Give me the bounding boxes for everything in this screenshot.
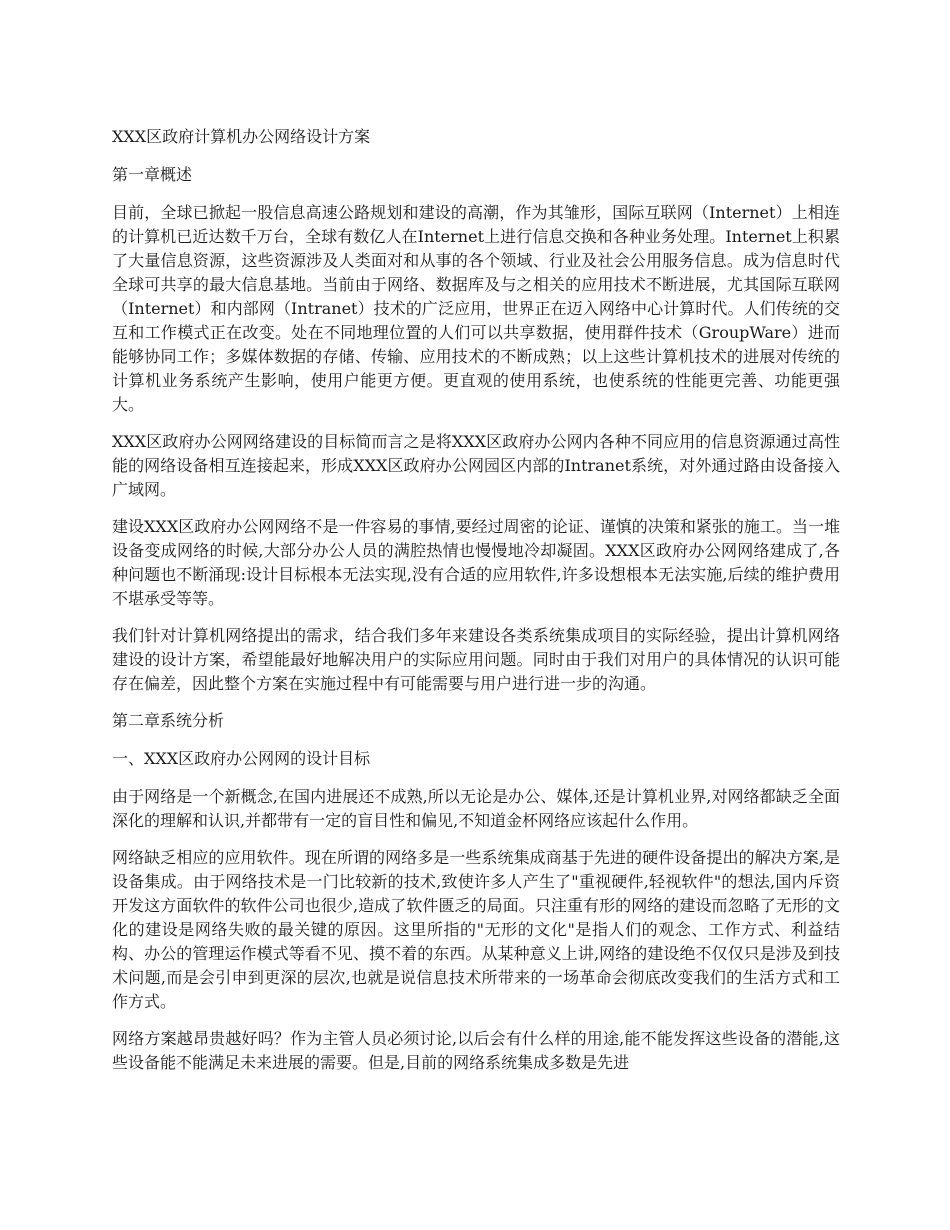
paragraph-3: 建设XXX区政府办公网网络不是一件容易的事情,要经过周密的论证、谨慎的决策和紧张的施工。当一堆设备变成网络的时候,大部分办公人员的满腔热情也慢慢地冷却凝固。XXX区政府办公网网络建成了,各种问题也不断涌现:设计目标根本无法实现,没有合适的应用软件,许多设想根本无法实施,后续的维护费用不堪承受等等。 — [112, 517, 840, 608]
paragraph-1: 目前，全球已掀起一股信息高速公路规划和建设的高潮，作为其雏形，国际互联网（Internet）上相连的计算机已近达数千万台，全球有数亿人在Internet上进行信息交换和各种业务处理。Internet上积累了大量信息资源，这些资源涉及人类面对和从事的各个领域、行业及社会公用服务信息。成为信息时代全球可共享的最大信息基地。当前由于网络、数据库及与之相关的应用技术不断进展，尤其国际互联网（Internet）和内部网（Intranet）技术的广泛应用，世界正在迈入网络中心计算时代。人们传统的交互和工作模式正在改变。处在不同地理位置的人们可以共享数据，使用群件技术（GroupWare）进而能够协同工作；多媒体数据的存储、传输、应用技术的不断成熟；以上这些计算机技术的进展对传统的计算机业务系统产生影响，使用户能更方便。更直观的使用系统，也使系统的性能更完善、功能更强大。 — [112, 203, 840, 414]
paragraph-6: 网络缺乏相应的应用软件。现在所谓的网络多是一些系统集成商基于先进的硬件设备提出的解决方案,是设备集成。由于网络技术是一门比较新的技术,致使许多人产生了"重视硬件,轻视软件"的想法,国内斥资开发这方面软件的软件公司也很少,造成了软件匮乏的局面。只注重有形的网络的建设而忽略了无形的文化的建设是网络失败的最关键的原因。这里所指的"无形的文化"是指人们的观念、工作方式、利益结构、办公的管理运作模式等看不见、摸不着的东西。从某种意义上讲,网络的建设绝不仅仅只是涉及到技术问题,而是会引申到更深的层次,也就是说信息技术所带来的一场革命会彻底改变我们的生活方式和工作方式。 — [112, 848, 840, 1011]
paragraph-5: 由于网络是一个新概念,在国内进展还不成熟,所以无论是办公、媒体,还是计算机业界,对网络都缺乏全面深化的理解和认识,并都带有一定的盲目性和偏见,不知道金杯网络应该起什么作用。 — [112, 787, 840, 830]
paragraph-7: 网络方案越昂贵越好吗？作为主管人员必须讨论,以后会有什么样的用途,能不能发挥这些设备的潜能,这些设备能不能满足未来进展的需要。但是,目前的网络系统集成多数是先进 — [112, 1029, 840, 1072]
document-title: XXX区政府计算机办公网络设计方案 — [112, 127, 371, 146]
document-body — [112, 125, 840, 1088]
paragraph-2: XXX区政府办公网网络建设的目标简而言之是将XXX区政府办公网内各种不同应用的信息资源通过高性能的网络设备相互连接起来，形成XXX区政府办公网园区内部的Intranet系统，对外通过路由设备接入广域网。 — [112, 432, 840, 499]
section-heading-1: 一、XXX区政府办公网网的设计目标 — [112, 749, 371, 768]
paragraph-4: 我们针对计算机网络提出的需求，结合我们多年来建设各类系统集成项目的实际经验，提出计算机网络建设的设计方案，希望能最好地解决用户的实际应用问题。同时由于我们对用户的具体情况的认识可能存在偏差，因此整个方案在实施过程中有可能需要与用户进行进一步的沟通。 — [112, 626, 840, 693]
chapter-heading-2: 第二章系统分析 — [112, 711, 225, 730]
chapter-heading-1: 第一章概述 — [112, 165, 193, 184]
